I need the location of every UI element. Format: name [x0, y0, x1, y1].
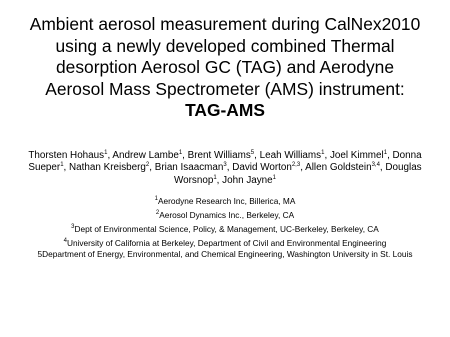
author-affil-sup: 1: [60, 162, 64, 169]
affiliation-sup: 3: [71, 223, 75, 230]
affiliation-item: [6, 210, 444, 222]
author-separator: ,: [107, 149, 113, 161]
title-line: using a newly developed combined Thermal: [55, 35, 395, 56]
author-affil-sup: 5: [250, 149, 255, 156]
author-name: Allen Goldstein: [305, 162, 372, 174]
author-name: Joel Kimmel: [329, 149, 384, 161]
author-affil-sup: 1: [272, 174, 277, 181]
author-list: [6, 150, 444, 187]
affiliation-item: [6, 224, 444, 236]
author-affil-sup: 1: [213, 174, 217, 181]
affiliation-text: University of California at Berkeley, Department of Civil and Environmental Engineering: [66, 237, 387, 248]
author-separator: ,: [226, 162, 233, 174]
author-separator: ,: [182, 149, 188, 161]
author-affil-sup: 2: [145, 162, 150, 169]
author-affil-sup: 1: [321, 149, 325, 156]
author-separator: , Douglas: [379, 162, 422, 174]
author-name: David Worton: [232, 162, 292, 174]
author-separator: ,: [300, 162, 306, 174]
title-acronym: TAG-AMS: [185, 100, 265, 121]
author-name: Worsnop: [173, 174, 214, 186]
author-name: Sueper: [28, 162, 61, 174]
author-name: Thorsten Hohaus: [28, 149, 105, 161]
author-line: [6, 162, 444, 174]
author-affil-sup: 1: [178, 149, 183, 156]
affiliation-item: [6, 196, 444, 208]
title-line: Ambient aerosol measurement during CalNex2010: [29, 14, 421, 34]
author-affil-sup: 2,3: [291, 162, 301, 169]
author-affil-sup: 1: [104, 149, 108, 156]
affiliation-sup: 2: [155, 209, 160, 216]
affiliation-text: Aerosol Dynamics Inc., Berkeley, CA: [159, 209, 295, 220]
page-title: [6, 0, 444, 122]
author-name: Leah Williams: [259, 149, 322, 161]
affiliation-text: Dept of Environmental Science, Policy, & Management, UC-Berkeley, Berkeley, CA: [74, 223, 379, 234]
affiliation-text: 5Department of Energy, Environmental, and Chemical Engineering, Washington University in St. Louis: [37, 249, 413, 260]
affiliation-sup: 1: [154, 196, 158, 203]
author-separator: ,: [324, 149, 330, 161]
author-separator: , Donna: [387, 149, 422, 161]
affiliation-sup: 4: [63, 237, 67, 244]
affiliation-text: Aerodyne Research Inc, Billerica, MA: [157, 196, 296, 207]
author-affil-sup: 3,4: [371, 162, 380, 169]
affiliation-list: [6, 196, 444, 261]
author-separator: ,: [216, 174, 223, 186]
author-line: [6, 175, 444, 187]
title-line: Aerosol Mass Spectrometer (AMS) instrument:: [45, 78, 405, 99]
author-separator: ,: [63, 162, 70, 174]
author-affil-sup: 3: [223, 162, 227, 169]
affiliation-item: [6, 249, 444, 261]
author-name: John Jayne: [222, 174, 273, 186]
author-name: Nathan Kreisberg: [69, 162, 146, 174]
author-affil-sup: 1: [383, 149, 388, 156]
author-name: Brent Williams: [187, 149, 251, 161]
affiliation-item: [6, 238, 444, 250]
author-separator: ,: [254, 149, 260, 161]
author-separator: ,: [149, 162, 155, 174]
title-line: desorption Aerosol GC (TAG) and Aerodyne: [55, 57, 394, 78]
author-name: Brian Isaacman: [154, 162, 224, 174]
author-name: Andrew Lambe: [112, 149, 179, 161]
author-line: [6, 150, 444, 162]
